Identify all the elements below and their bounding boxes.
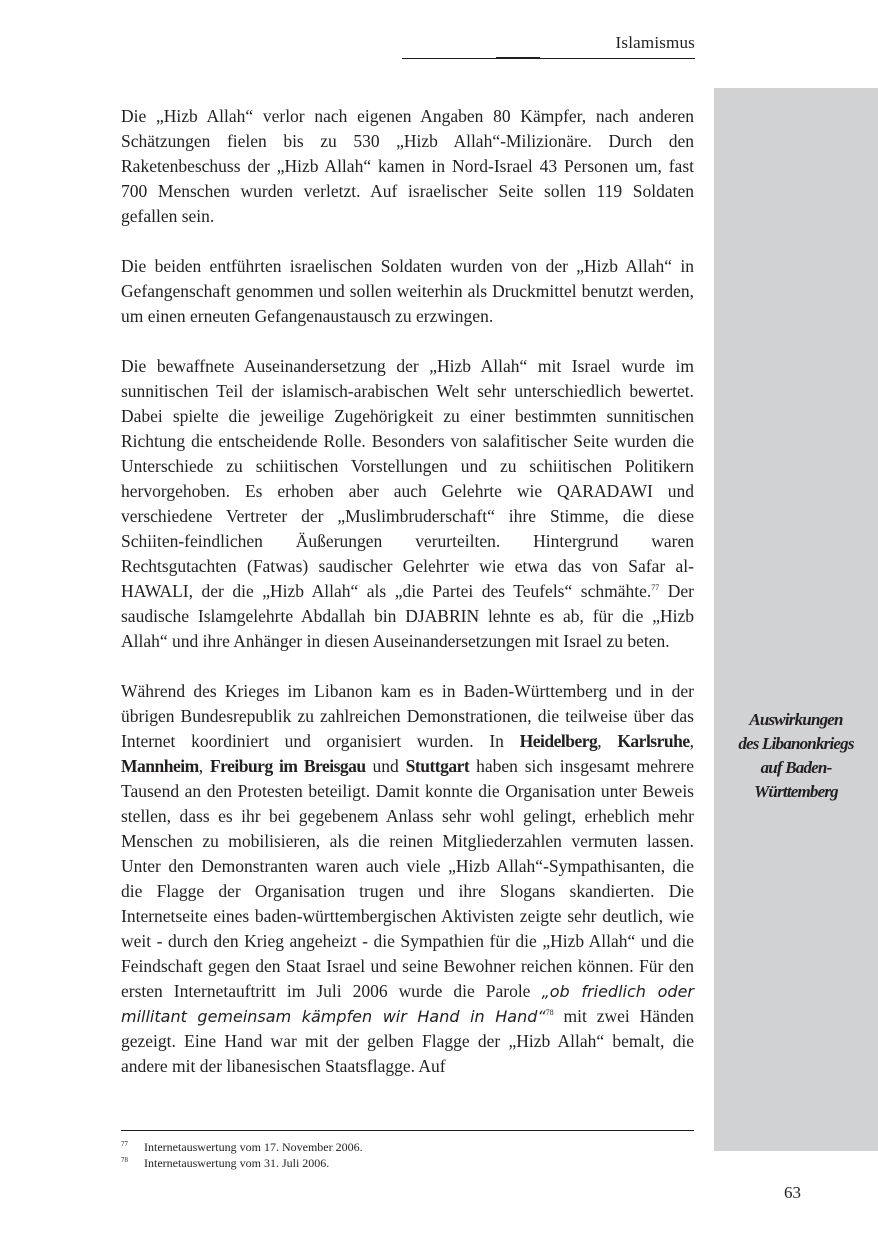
margin-note-line: Auswirkungen xyxy=(749,710,843,729)
footnotes xyxy=(121,1139,694,1171)
slogan-quote: „ob friedlich oder millitant gemeinsam kämpfen wir Hand in Hand“ xyxy=(121,982,694,1026)
paragraph xyxy=(121,354,694,654)
city-name: Stuttgart xyxy=(405,756,470,776)
paragraph-text: Der saudische Islamgelehrte Abdallah bin DJABRIN lehnte es ab, für die „Hizb Allah“ und ihre Anhänger in diesen Auseinandersetzungen mit Israel zu beten. xyxy=(121,581,695,651)
header-rule-accent xyxy=(496,57,540,59)
paragraph: Die „Hizb Allah“ verlor nach eigenen Angaben 80 Kämpfer, nach anderen Schätzungen fielen bis zu 530 „Hizb Allah“-Milizionäre. Durch den Raketenbeschuss der „Hizb Allah“ kamen in Nord-Israel 43 Personen um, fast 700 Menschen wurden verletzt. Auf israelischer Seite sollen 119 Soldaten gefallen sein. xyxy=(121,106,694,226)
footnote-number: 78 xyxy=(121,1156,128,1164)
margin-note-line: auf Baden- xyxy=(760,758,832,777)
footnote-ref: 77 xyxy=(651,583,660,593)
separator: , xyxy=(689,731,694,751)
separator: , xyxy=(597,731,618,751)
footnote-ref: 78 xyxy=(545,1008,554,1018)
paragraph: Die beiden entführten israelischen Soldaten wurden von der „Hizb Allah“ in Gefangenschaft genommen und sollen weiterhin als Druckmittel benutzt werden, um einen erneuten Gefangenaustausch zu erzwingen. xyxy=(121,256,694,326)
footnote-text: Internetauswertung vom 31. Juli 2006. xyxy=(144,1156,330,1170)
paragraph xyxy=(121,679,694,1079)
margin-panel xyxy=(714,88,878,1151)
footnote xyxy=(121,1139,694,1155)
footnote-rule xyxy=(121,1130,694,1131)
footnote xyxy=(121,1155,694,1171)
separator: , xyxy=(198,756,210,776)
page-number: 63 xyxy=(784,1183,801,1202)
footnote-text: Internetauswertung vom 17. November 2006. xyxy=(144,1140,363,1154)
margin-note-line: des Libanonkriegs xyxy=(738,734,854,753)
running-head: Islamismus xyxy=(615,33,695,52)
city-name: Mannheim xyxy=(121,756,199,776)
footnote-number: 77 xyxy=(121,1140,128,1148)
city-name: Freiburg im Breisgau xyxy=(209,756,366,776)
paragraph-text: mit zwei Händen gezeigt. Eine Hand war mit der gelben Flagge der „Hizb Allah“ bemalt, die andere mit der libanesischen Staatsflagge. Auf xyxy=(121,1006,695,1076)
paragraph-text: Während des Krieges im Libanon kam es in Baden-Württemberg und in der übrigen Bundesrepublik zu zahlreichen Demonstrationen, die teilweise über das Internet koordiniert und organisiert wurden. In xyxy=(121,681,694,751)
city-name: Karlsruhe xyxy=(617,731,690,751)
body-text xyxy=(121,104,694,1079)
margin-note-line: Württemberg xyxy=(754,782,838,801)
separator: und xyxy=(365,756,406,776)
paragraph-text: Die bewaffnete Auseinandersetzung der „Hizb Allah“ mit Israel wurde im sunnitischen Teil der islamisch-arabischen Welt sehr unterschiedlich bewertet. Dabei spielte die jeweilige Zugehörigkeit zu einer bestimmten sunnitischen Richtung die entscheidende Rolle. Besonders von salafitischer Seite wurden die Unterschiede zu schiitischen Vorstellungen und zu schiitischen Politikern hervorgehoben. Es erhoben aber auch Gelehrte wie QARADAWI und verschiedene Vertreter der „Muslimbruderschaft“ ihre Stimme, die diese Schiiten-feindlichen Äußerungen verurteilten. Hintergrund waren Rechtsgutachten (Fatwas) saudischer Gelehrter wie etwa das von Safar al-HAWALI, der die „Hizb Allah“ als „die Partei des Teufels“ schmähte. xyxy=(121,356,694,601)
city-name: Heidelberg xyxy=(519,731,598,751)
margin-note xyxy=(714,708,878,804)
header-rule xyxy=(402,58,695,59)
paragraph-text: haben sich insgesamt mehrere Tausend an den Protesten beteiligt. Damit konnte die Organisation unter Beweis stellen, dass es ihr bei gegebenem Anlass sehr wohl gelingt, erheblich mehr Menschen zu mobilisieren, als die reinen Mitgliederzahlen vermuten lassen. Unter den Demonstranten waren auch viele „Hizb Allah“-Sympathisanten, die die Flagge der Organisation trugen und ihre Slogans skandierten. Die Internetseite eines baden-württembergischen Aktivisten zeigte sehr deutlich, wie weit - durch den Krieg angeheizt - die Sympathien für die „Hizb Allah“ und die Feindschaft gegen den Staat Israel und seine Bewohner reichen können. Für den ersten Internetauftritt im Juli 2006 wurde die Parole xyxy=(121,756,694,1001)
